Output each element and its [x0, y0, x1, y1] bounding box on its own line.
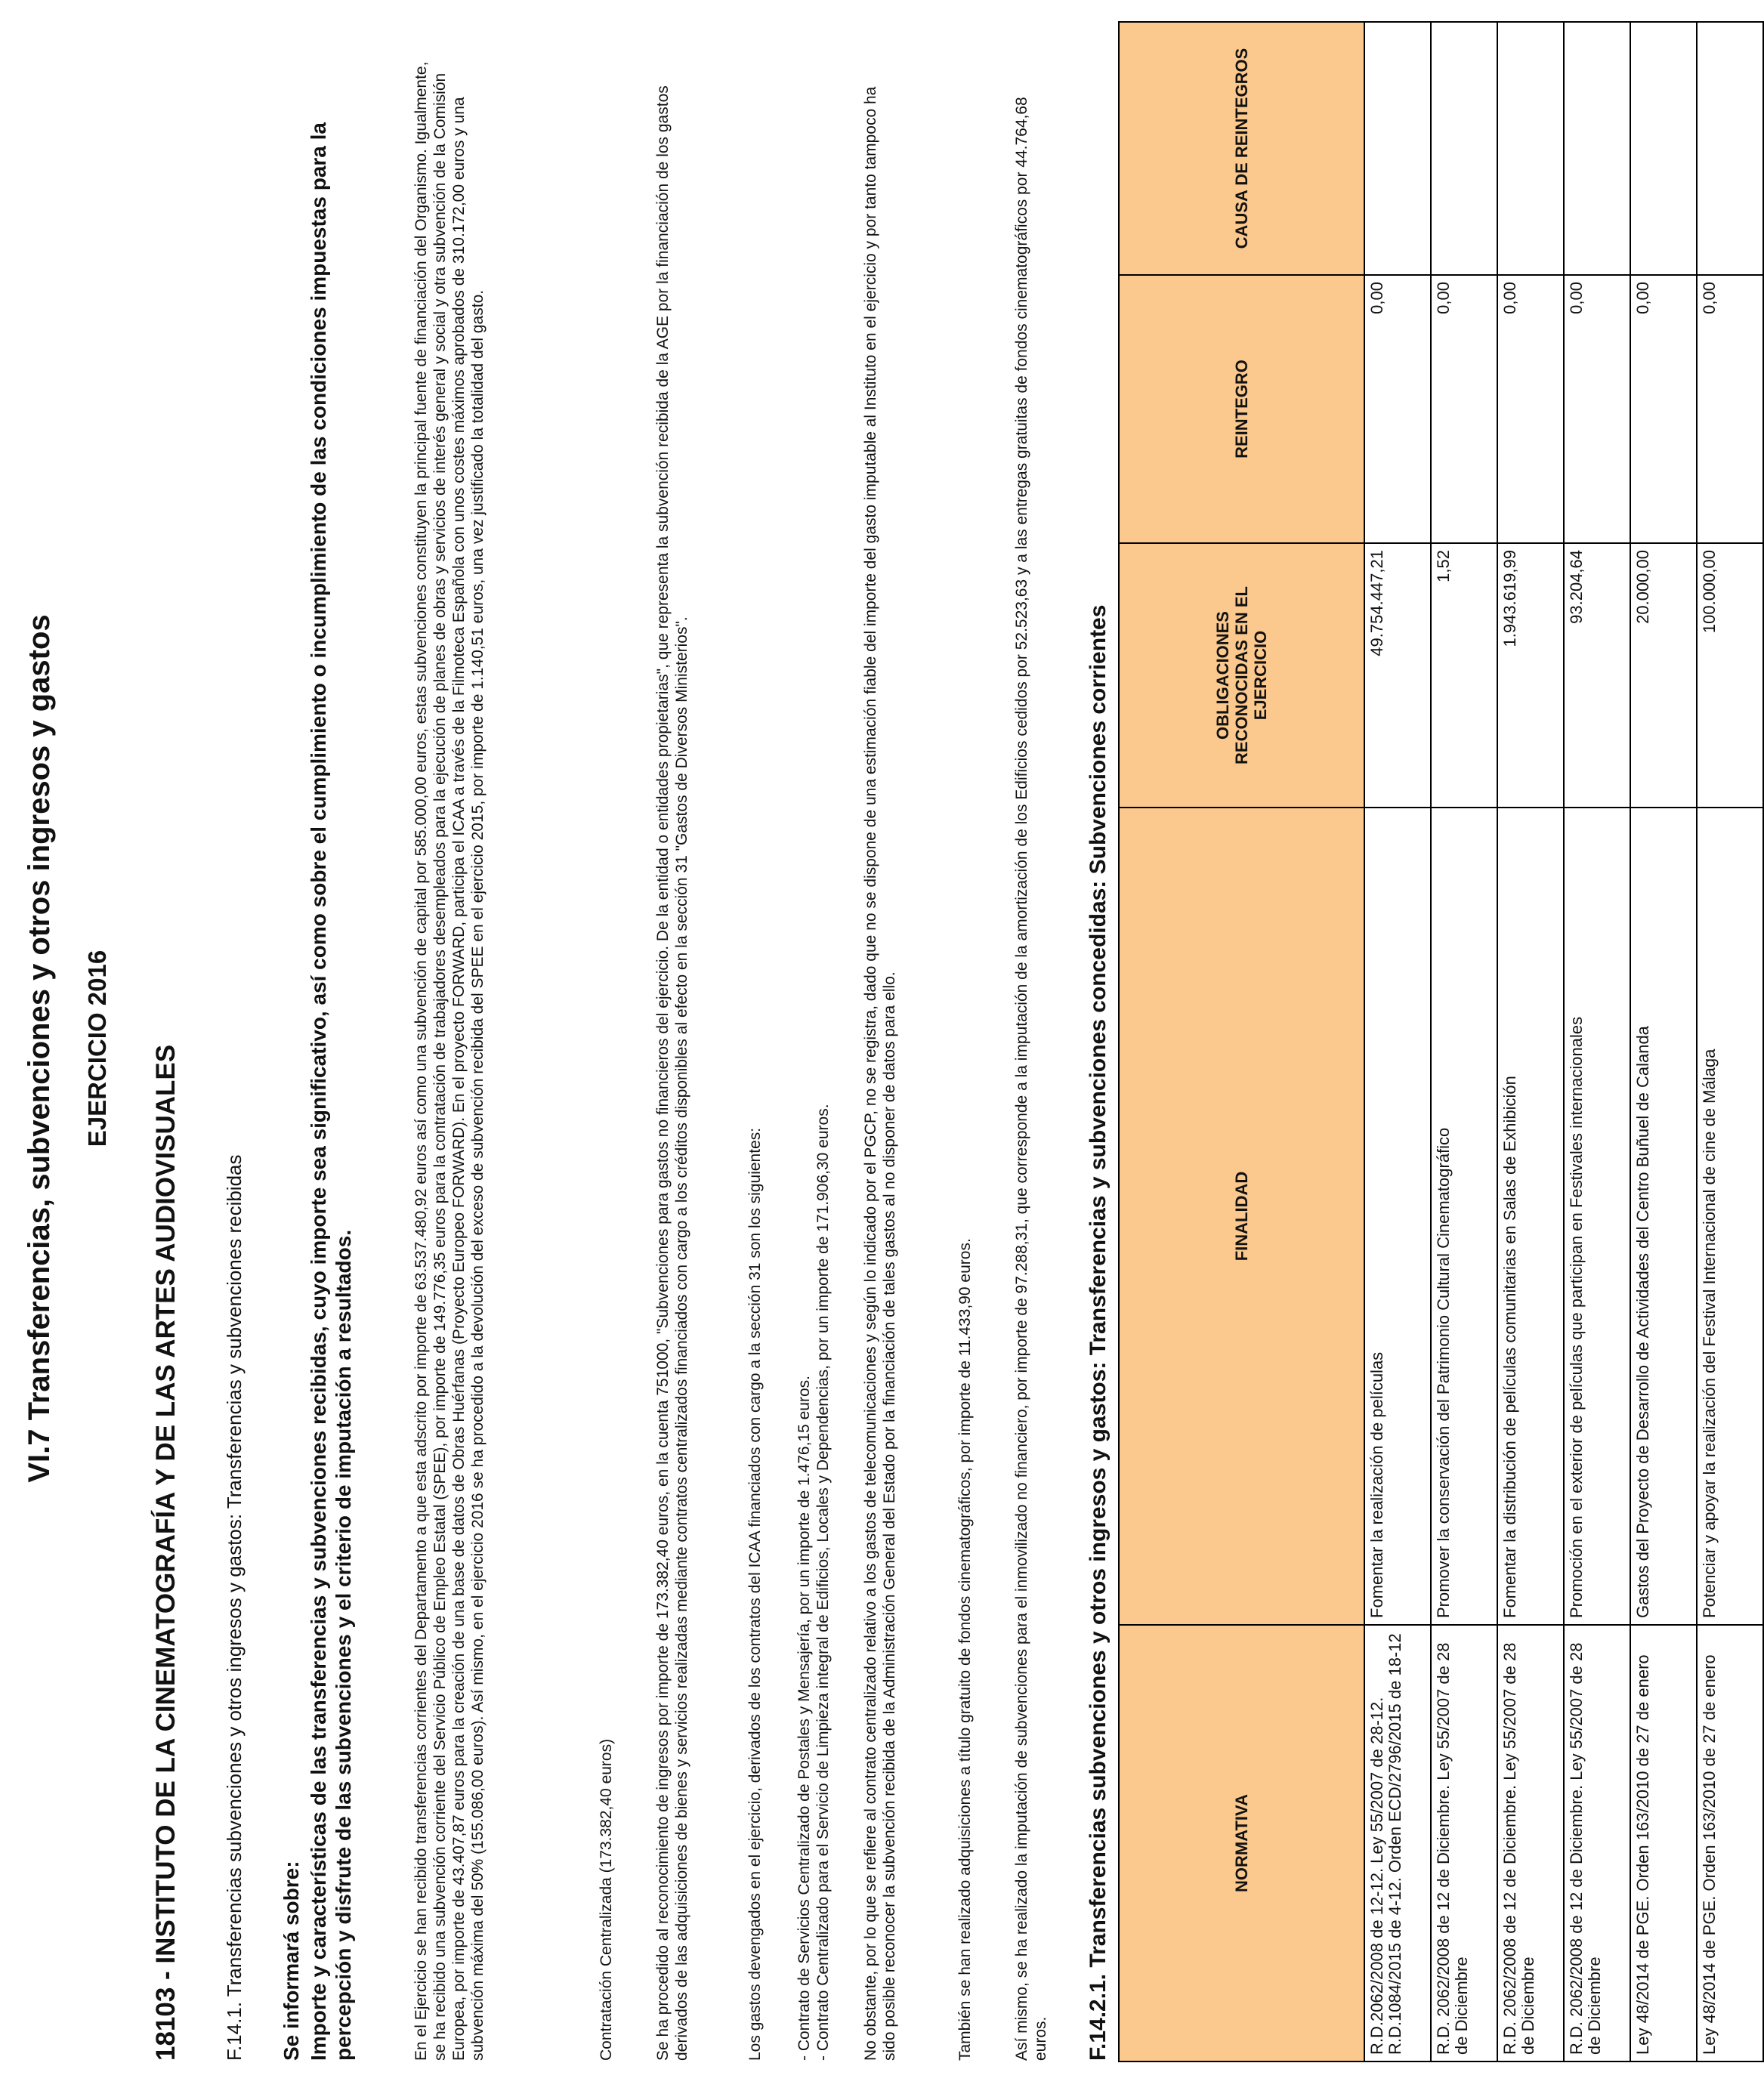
inform-heading: Se informará sobre:	[280, 1861, 303, 2061]
paragraph-expenses-intro: Los gastos devengados en el ejercicio, derivados de los contratos del ICAA financiados con cargo a la sección 31 son los siguientes:	[746, 1127, 764, 2061]
table-row	[1364, 22, 1431, 2061]
cell-normativa: R.D. 2062/2008 de 12 de Diciembre. Ley 55/2007 de 28 de Diciembre	[1564, 1625, 1630, 2061]
cell-reintegro: 0,00	[1431, 275, 1497, 543]
paragraph-imputation: Así mismo, se ha realizado la imputación de subvenciones para el inmovilizado no financiero, por importe de 97.288,31, que corresponde a la imputación de la amortización de los Edificios cedidos por 52.523,63 y a las entregas gratuitas de fondos cinematográficos por 44.764,68 euros.	[1013, 97, 1049, 2061]
cell-normativa: R.D.2062/2008 de 12-12. Ley 55/2007 de 28-12. R.D.1084/2015 de 4-12. Orden ECD/2796/2015 de 18-12	[1364, 1625, 1431, 2061]
cell-obligaciones: 100.000,00	[1697, 543, 1763, 808]
page-title: VI.7 Transferencias, subvenciones y otros ingresos y gastos	[23, 614, 56, 1483]
cell-obligaciones: 1.943.619,99	[1497, 543, 1564, 808]
cell-causa	[1564, 22, 1630, 275]
cell-normativa: R.D. 2062/2008 de 12 de Diciembre. Ley 55/2007 de 28 de Diciembre	[1431, 1625, 1497, 2061]
expense-item-cleaning: - Contrato Centralizado para el Servicio de Limpieza integral de Edificios, Locales y Dependencias, por un importe de 171.906,30 euros.	[814, 1104, 832, 2061]
section-title: F.14.1. Transferencias subvenciones y otros ingresos y gastos: Transferencias y subvenciones recibidas	[223, 1154, 246, 2061]
table-title: F.14.2.1. Transferencias subvenciones y otros ingresos y gastos: Transferencias y subvenciones concedidas: Subvenciones corrientes	[1086, 604, 1111, 2061]
cell-obligaciones: 20.000,00	[1630, 543, 1697, 808]
cell-finalidad: Promover la conservación del Patrimonio Cultural Cinematográfico	[1431, 808, 1497, 1625]
cell-causa	[1364, 22, 1431, 275]
cell-finalidad: Potenciar y apoyar la realización del Festival Internacional de cine de Málaga	[1697, 808, 1763, 1625]
cell-causa	[1630, 22, 1697, 275]
cell-obligaciones: 49.754.447,21	[1364, 543, 1431, 808]
paragraph-acquisitions: También se han realizado adquisiciones a título gratuito de fondos cinematográficos, por importe de 11.433,90 euros.	[956, 1238, 974, 2061]
header-obligaciones: OBLIGACIONES RECONOCIDAS EN EL EJERCICIO	[1119, 543, 1364, 808]
inform-body: Importe y características de las transferencias y subvenciones recibidas, cuyo importe sea significativo, así como sobre el cumplimiento o incumplimiento de las condiciones impuestas para la percepción y disfrute de las subvenciones y el criterio de imputación a resultados.	[307, 122, 355, 2061]
header-normativa: NORMATIVA	[1119, 1625, 1364, 2061]
cell-obligaciones: 93.204,64	[1564, 543, 1630, 808]
cell-finalidad: Gastos del Proyecto de Desarrollo de Actividades del Centro Buñuel de Calanda	[1630, 808, 1697, 1625]
table-row	[1564, 22, 1630, 2061]
cell-reintegro: 0,00	[1364, 275, 1431, 543]
cell-finalidad: Promoción en el exterior de películas que participan en Festivales internacionales	[1564, 808, 1630, 1625]
cell-reintegro: 0,00	[1630, 275, 1697, 543]
cell-causa	[1697, 22, 1763, 275]
paragraph-centralized-income: Se ha procedido al reconocimiento de ingresos por importe de 173.382,40 euros, en la cuenta 751000, "Subvenciones para gastos no financieros del ejercicio. De la entidad o entidades propietarias", que representa la subvención recibida de la AGE por la financiación de los gastos derivados de las adquisiciones de bienes y servicios realizadas mediante contratos centralizados financiados con cargo a los créditos disponibles al efecto en la sección 31 "Gastos de Diversos Ministerios".	[654, 85, 690, 2061]
cell-finalidad: Fomentar la distribución de películas comunitarias en Salas de Exhibición	[1497, 808, 1564, 1625]
table-row	[1630, 22, 1697, 2061]
cell-normativa: Ley 48/2014 de PGE. Orden 163/2010 de 27 de enero	[1630, 1625, 1697, 2061]
cell-reintegro: 0,00	[1697, 275, 1763, 543]
cell-causa	[1497, 22, 1564, 275]
expense-item-postal: - Contrato de Servicios Centralizado de Postales y Mensajería, por un importe de 1.476,15 euros.	[795, 1376, 813, 2061]
expenses-list	[795, 59, 833, 2061]
cell-obligaciones: 1,52	[1431, 543, 1497, 808]
header-finalidad: FINALIDAD	[1119, 808, 1364, 1625]
institution-heading: 18103 - INSTITUTO DE LA CINEMATOGRAFÍA Y DE LAS ARTES AUDIOVISUALES	[151, 1044, 181, 2061]
paragraph-centralized-heading: Contratación Centralizada (173.382,40 euros)	[598, 1738, 615, 2061]
table-row	[1431, 22, 1497, 2061]
exercise-year: EJERCICIO 2016	[83, 950, 111, 1147]
header-reintegro: REINTEGRO	[1119, 275, 1364, 543]
cell-finalidad: Fomentar la realización de películas	[1364, 808, 1431, 1625]
header-causa: CAUSA DE REINTEGROS	[1119, 22, 1364, 275]
cell-causa	[1431, 22, 1497, 275]
table-header-row	[1119, 22, 1364, 2061]
paragraph-transfers: En el Ejercicio se han recibido transferencias corrientes del Departamento a que esta adscrito por importe de 63.537.480,92 euros así como una subvención de capital por 585.000,00 euros, estas subvenciones constituyen la principal fuente de financiación del Organismo. Igualmente, se ha recibido una subvención corriente del Servicio Público de Empleo Estatal (SPEE), por importe de 149.776,35 euros para la contratación de trabajadores desempleados para la ejecución de planes de obras y servicios de interés general y social y otra subvención de la Comisión Europea, por importe de 43.407,87 euros para la creación de una base de datos de Obras Huérfanas (Proyecto Europeo FORWARD). En el proyecto FORWARD, participa el ICAA a través de la Filmoteca Española con unos costes máximos aprobados de 310.172,00 euros y una subvención máxima del 50% (155.086,00 euros). Así mismo, en el ejercicio 2016 se ha procedido a la devolución del exceso de subvención recibida del SPEE en el ejercicio 2015, por importe de 1.140,51 euros, una vez justificado la totalidad del gasto.	[412, 61, 487, 2061]
cell-normativa: R.D. 2062/2008 de 12 de Diciembre. Ley 55/2007 de 28 de Diciembre	[1497, 1625, 1564, 2061]
cell-reintegro: 0,00	[1497, 275, 1564, 543]
table-row	[1497, 22, 1564, 2061]
paragraph-telecom: No obstante, por lo que se refiere al contrato centralizado relativo a los gastos de telecomunicaciones y según lo indicado por el PGCP, no se registra, dado que no se dispone de una estimación fiable del importe del gasto imputable al Instituto en el ejercicio y por tanto tampoco ha sido posible reconocer la subvención recibida de la Administración General del Estado por la financiación de tales gastos al no disponer de datos para ello.	[862, 86, 898, 2061]
table-row	[1697, 22, 1763, 2061]
grants-table	[1118, 21, 1764, 2062]
cell-reintegro: 0,00	[1564, 275, 1630, 543]
cell-normativa: Ley 48/2014 de PGE. Orden 163/2010 de 27 de enero	[1697, 1625, 1763, 2061]
